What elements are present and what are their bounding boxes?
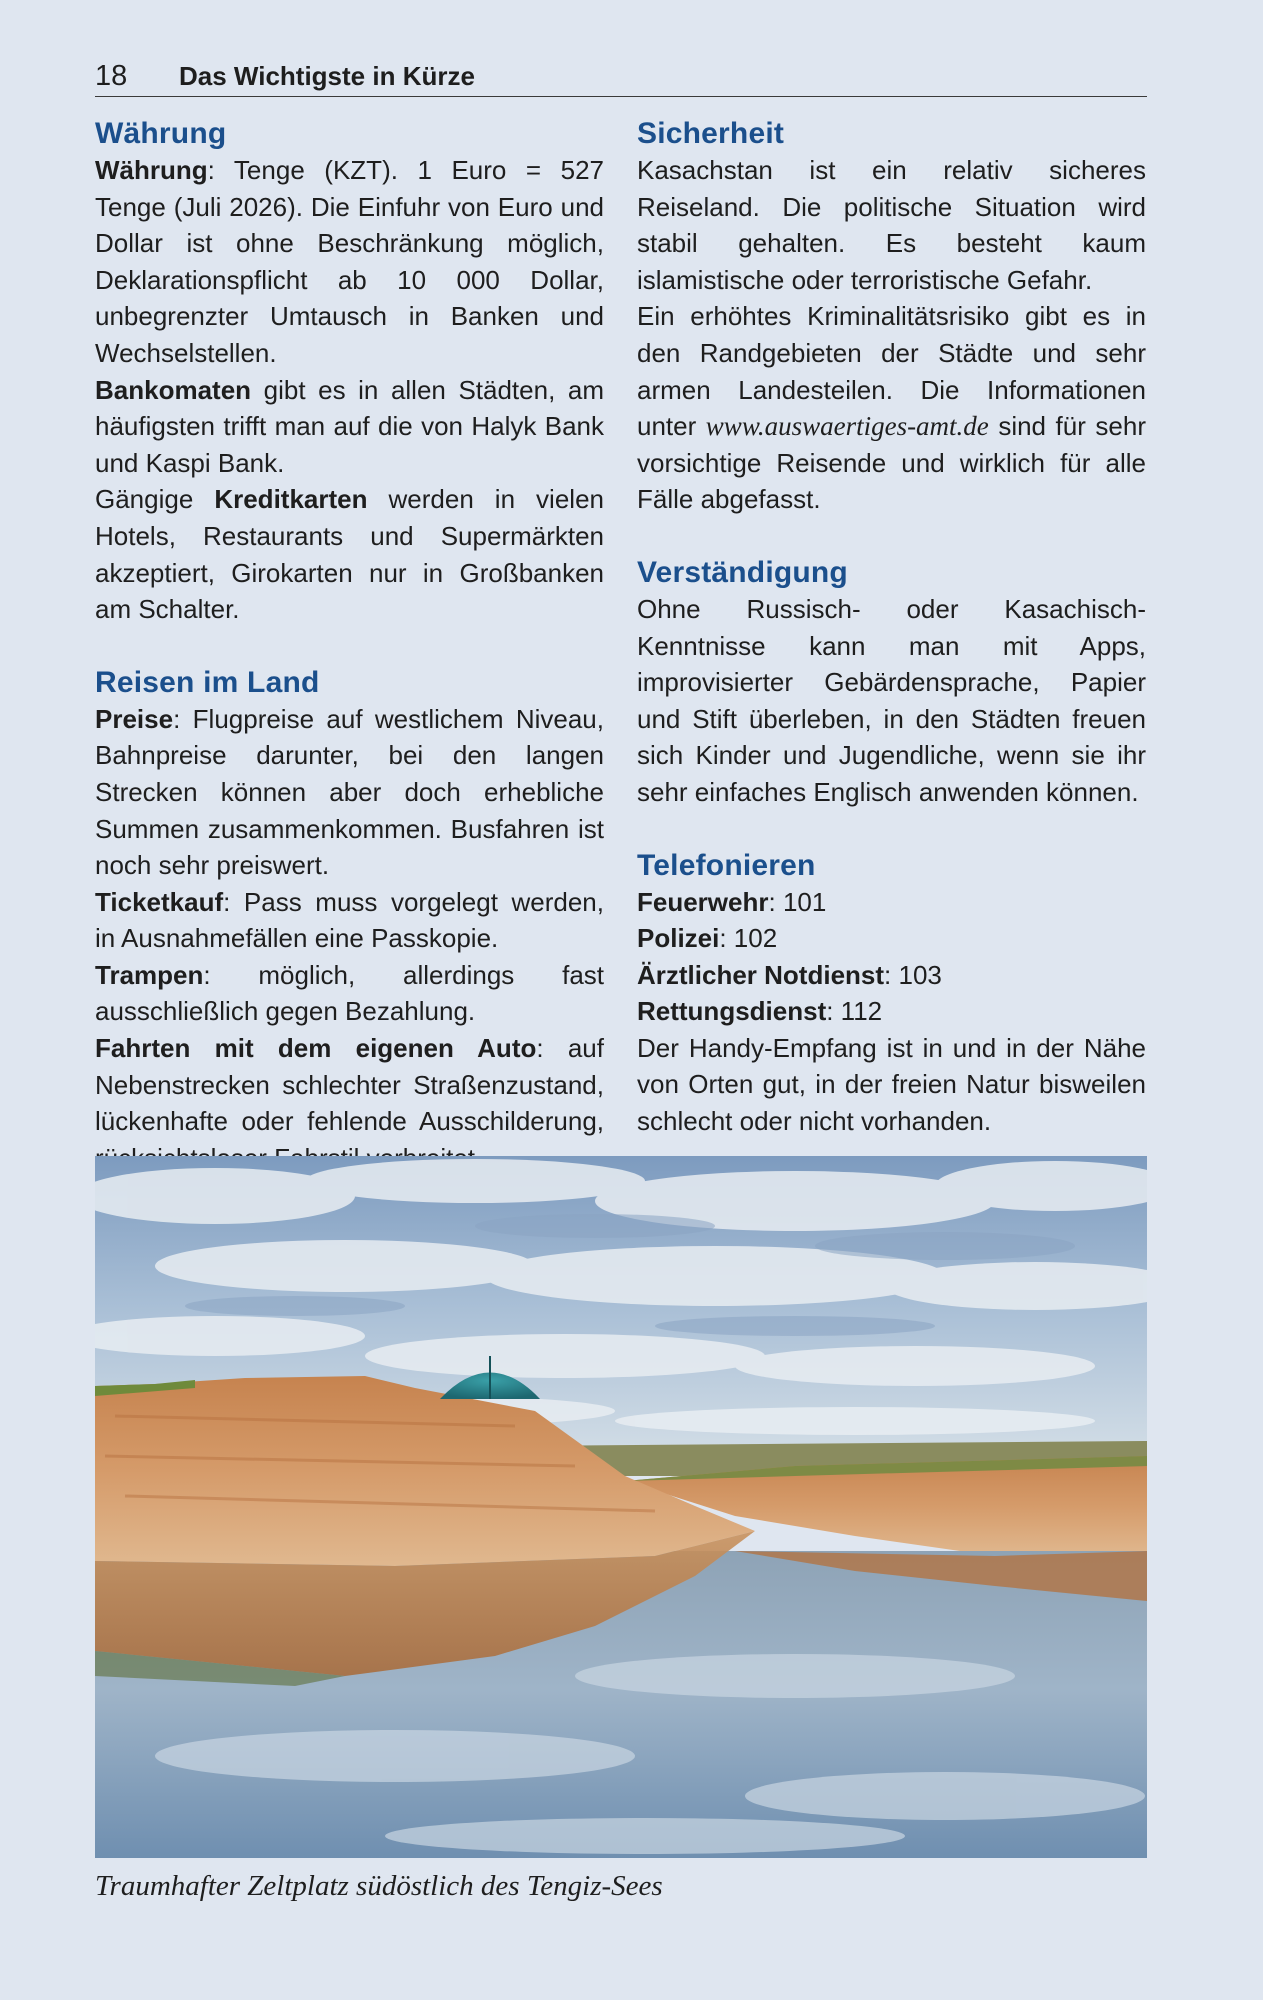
- text: sind für sehr vorsichtige Reisende und wirklich für alle Fälle abgefasst.: [637, 411, 1146, 515]
- left-column: [95, 115, 604, 1212]
- term: Ticketkauf: [95, 886, 224, 917]
- paragraph: [95, 1030, 604, 1176]
- text-columns: [95, 115, 1147, 1145]
- phone-entry: [637, 884, 1146, 921]
- lake-campsite-illustration: [95, 1156, 1147, 1858]
- running-header: [95, 58, 1147, 97]
- text: : möglich, allerdings fast ausschließlich gegen Bezahlung.: [95, 959, 604, 1027]
- text: : Pass muss vorgelegt werden, in Ausnahmefällen eine Passkopie.: [95, 886, 604, 954]
- phone-label: Feuerwehr: [637, 886, 769, 917]
- web-link[interactable]: www.auswaertiges-amt.de: [705, 411, 989, 442]
- phone-label: Ärztlicher Notdienst: [637, 959, 885, 990]
- phone-number: : 112: [826, 996, 883, 1027]
- phone-entry: [637, 920, 1146, 957]
- page-number: 18: [95, 60, 128, 92]
- text: : auf Nebenstrecken schlechter Straßenzustand, lückenhafte oder fehlende Ausschilderung,: [95, 1033, 604, 1137]
- landscape-photo: [95, 1156, 1147, 1858]
- section-verstaendigung: [637, 554, 1146, 811]
- paragraph: [95, 152, 604, 372]
- paragraph: [95, 884, 604, 957]
- section-waehrung: [95, 115, 604, 628]
- paragraph: [95, 372, 604, 482]
- text: : Tenge (KZT). 1 Euro = 527 Tenge (Juli 2026). Die Einfuhr von Euro und Dollar ist ohne Beschränkung möglich, Deklarationspflicht ab 10 000 Dollar, unbegrenzter Umtausch in Banken und Wechselstellen.: [95, 155, 604, 368]
- phone-number: : 103: [884, 959, 942, 990]
- text: Gängige: [95, 484, 215, 515]
- right-column: [637, 115, 1146, 1176]
- book-page: [95, 58, 1147, 1145]
- paragraph: Kasachstan ist ein relativ sicheres Reiseland. Die politische Situation wird stabil gehalten. Es besteht kaum islamistische oder terroristische Gefahr.: [637, 155, 1146, 295]
- section-sicherheit: [637, 115, 1146, 518]
- section-reisen: [95, 664, 604, 1177]
- section-heading: Reisen im Land: [95, 665, 320, 699]
- term: Währung: [95, 155, 208, 185]
- term: Fahrten mit dem eigenen Auto: [95, 1033, 537, 1064]
- text: : Flugpreise auf westlichem Niveau, Bahnpreise darunter, bei den langen Strecken können aber doch erhebliche Summen zusammenkommen. Busfahren ist noch sehr preiswert.: [95, 703, 604, 881]
- section-heading: Telefonieren: [637, 848, 816, 882]
- term: Kreditkarten: [214, 484, 368, 515]
- paragraph: [95, 481, 604, 627]
- section-heading: Sicherheit: [637, 117, 785, 150]
- paragraph: Der Handy-Empfang ist in und in der Nähe von Orten gut, in der freien Natur bisweilen schlecht oder nicht vorhanden.: [637, 1032, 1146, 1137]
- phone-number: : 101: [768, 886, 827, 917]
- phone-label: Polizei: [637, 923, 720, 954]
- text: gibt es in allen Städten, am häufigsten trifft man auf die von Halyk Bank und Kaspi Bank.: [95, 374, 604, 478]
- paragraph: [95, 701, 604, 884]
- paragraph: [95, 957, 604, 1030]
- section-telefonieren: [637, 847, 1146, 1140]
- term: Trampen: [95, 959, 204, 990]
- term: Bankomaten: [95, 374, 252, 405]
- phone-label: Rettungsdienst: [637, 996, 827, 1027]
- photo-caption: Traumhafter Zeltplatz südöstlich des Tengiz-Sees: [95, 1870, 663, 1902]
- running-title: Das Wichtigste in Kürze: [179, 61, 475, 91]
- text: Ein erhöhtes Kriminalitätsrisiko gibt es in den Randgebieten der Städte und sehr armen Landesteilen. Die Informationen unter: [637, 301, 1146, 442]
- paragraph: Ohne Russisch- oder Kasachisch-Kenntnisse kann man mit Apps, improvisierter Gebärdensprache, Papier und Stift überleben, in den Städten freuen sich Kinder und Jugendliche, wenn sie ihr sehr einfaches Englisch anwenden können.: [637, 593, 1146, 807]
- phone-entry: [637, 993, 1146, 1030]
- term: Preise: [95, 703, 174, 734]
- section-heading: Währung: [95, 117, 227, 150]
- text: werden in vielen Hotels, Restaurants und Supermärkten akzeptiert, Girokarten nur in Großbanken am Schalter.: [95, 484, 604, 625]
- phone-number: : 102: [719, 923, 778, 954]
- paragraph: [637, 298, 1146, 518]
- phone-entry: [637, 957, 1146, 994]
- section-heading: Verständigung: [637, 555, 848, 589]
